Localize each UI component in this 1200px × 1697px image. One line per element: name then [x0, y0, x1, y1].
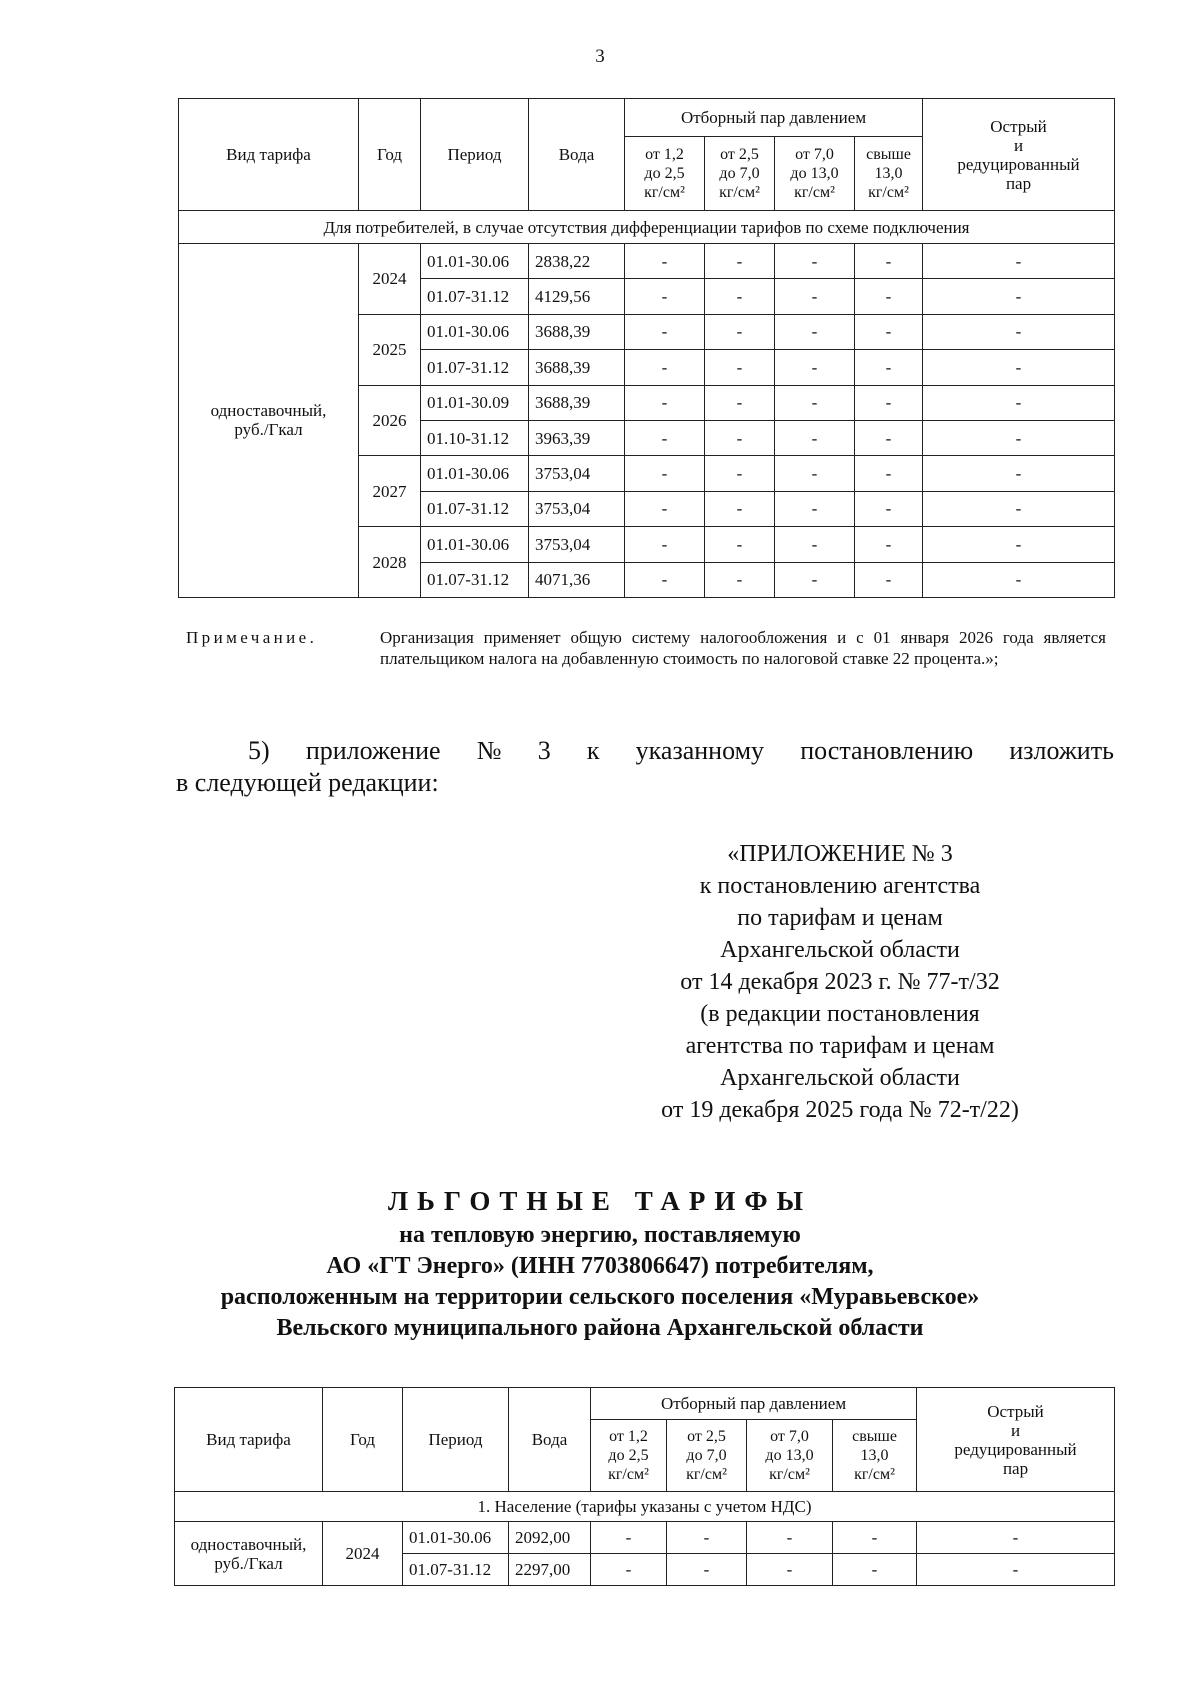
- cell-steam-4: -: [855, 527, 923, 562]
- header-steam-4: свыше 13,0 кг/см²: [855, 137, 923, 211]
- header-year: Год: [359, 99, 421, 211]
- cell-steam-3: -: [775, 491, 855, 526]
- cell-steam-2: -: [705, 314, 775, 349]
- cell-period: 01.07-31.12: [421, 279, 529, 314]
- cell-steam-2: -: [705, 562, 775, 597]
- paragraph-word: 5): [248, 736, 270, 765]
- cell-period: 01.07-31.12: [421, 350, 529, 385]
- cell-steam-1: -: [625, 562, 705, 597]
- cell-steam-2: -: [667, 1522, 747, 1554]
- cell-period: 01.01-30.06: [421, 527, 529, 562]
- cell-water: 4129,56: [529, 279, 625, 314]
- cell-steam-4: -: [855, 385, 923, 420]
- tariff-table-1: [178, 98, 1115, 598]
- header-steam-3: от 7,0 до 13,0 кг/см²: [747, 1420, 833, 1492]
- cell-water: 2092,00: [509, 1522, 591, 1554]
- cell-steam-1: -: [591, 1554, 667, 1586]
- cell-sharp-steam: -: [923, 314, 1115, 349]
- year-cell: 2024: [359, 244, 421, 315]
- cell-steam-2: -: [705, 385, 775, 420]
- cell-water: 3688,39: [529, 314, 625, 349]
- header-year: Год: [323, 1388, 403, 1492]
- appendix-line: Архангельской области: [720, 1065, 960, 1091]
- cell-steam-3: -: [775, 279, 855, 314]
- paragraph-line-1: [176, 735, 1114, 767]
- appendix-line: агентства по тарифам и ценам: [685, 1033, 995, 1059]
- cell-steam-1: -: [625, 385, 705, 420]
- instruction-paragraph: [176, 735, 1114, 799]
- cell-steam-4: -: [833, 1554, 917, 1586]
- cell-steam-4: -: [855, 562, 923, 597]
- tariff-type-cell: одноставочный, руб./Гкал: [179, 244, 359, 598]
- cell-water: 3753,04: [529, 456, 625, 491]
- cell-period: 01.01-30.06: [421, 244, 529, 279]
- appendix-line: Архангельской области: [720, 937, 960, 963]
- year-cell: 2027: [359, 456, 421, 527]
- cell-steam-1: -: [625, 456, 705, 491]
- table-row: [175, 1522, 1115, 1554]
- paragraph-word: изложить: [1009, 736, 1114, 765]
- cell-period: 01.07-31.12: [403, 1554, 509, 1586]
- header-row: [175, 1388, 1115, 1420]
- title-main: ЛЬГОТНЫЕ ТАРИФЫ: [387, 1186, 813, 1216]
- header-steam-2: от 2,5 до 7,0 кг/см²: [705, 137, 775, 211]
- cell-period: 01.01-30.09: [421, 385, 529, 420]
- cell-water: 3688,39: [529, 350, 625, 385]
- cell-steam-1: -: [625, 350, 705, 385]
- cell-sharp-steam: -: [923, 527, 1115, 562]
- cell-steam-1: -: [591, 1522, 667, 1554]
- title-line: АО «ГТ Энерго» (ИНН 7703806647) потребителям,: [326, 1253, 874, 1279]
- year-cell: 2025: [359, 314, 421, 385]
- section-title: 1. Население (тарифы указаны с учетом НДС): [175, 1492, 1115, 1522]
- cell-water: 3963,39: [529, 420, 625, 455]
- cell-sharp-steam: -: [923, 491, 1115, 526]
- document-title: [150, 1186, 1050, 1344]
- cell-steam-2: -: [705, 350, 775, 385]
- cell-steam-1: -: [625, 314, 705, 349]
- cell-steam-1: -: [625, 491, 705, 526]
- header-steam-group: Отборный пар давлением: [591, 1388, 917, 1420]
- cell-period: 01.01-30.06: [421, 314, 529, 349]
- cell-period: 01.10-31.12: [421, 420, 529, 455]
- note-text: Организация применяет общую систему налогообложения и с 01 января 2026 года является плательщиком налога на добавленную стоимость по налоговой ставке 22 процента.»;: [380, 628, 1106, 668]
- cell-steam-4: -: [855, 420, 923, 455]
- cell-steam-2: -: [705, 244, 775, 279]
- cell-steam-3: -: [775, 456, 855, 491]
- cell-steam-2: -: [705, 456, 775, 491]
- cell-steam-3: -: [747, 1522, 833, 1554]
- header-water: Вода: [529, 99, 625, 211]
- appendix-line: по тарифам и ценам: [737, 905, 943, 931]
- cell-steam-3: -: [775, 244, 855, 279]
- header-steam-2: от 2,5 до 7,0 кг/см²: [667, 1420, 747, 1492]
- header-steam-group: Отборный пар давлением: [625, 99, 923, 137]
- table-row: [179, 244, 1115, 279]
- cell-steam-3: -: [775, 420, 855, 455]
- note-label: Примечание.: [186, 628, 318, 647]
- cell-steam-3: -: [747, 1554, 833, 1586]
- cell-sharp-steam: -: [923, 420, 1115, 455]
- header-tariff-type: Вид тарифа: [179, 99, 359, 211]
- cell-sharp-steam: -: [917, 1522, 1115, 1554]
- cell-steam-1: -: [625, 279, 705, 314]
- section-row: [175, 1492, 1115, 1522]
- appendix-line: «ПРИЛОЖЕНИЕ № 3: [727, 841, 953, 867]
- header-period: Период: [421, 99, 529, 211]
- appendix-header: [620, 838, 1060, 1126]
- header-row: [179, 99, 1115, 137]
- cell-steam-1: -: [625, 244, 705, 279]
- section-title: Для потребителей, в случае отсутствия дифференциации тарифов по схеме подключения: [179, 211, 1115, 244]
- year-cell: 2024: [323, 1522, 403, 1586]
- header-sharp-steam: Острый и редуцированный пар: [917, 1388, 1115, 1492]
- page-number: 3: [595, 46, 605, 67]
- cell-steam-1: -: [625, 527, 705, 562]
- title-line: Вельского муниципального района Архангельской области: [276, 1315, 924, 1341]
- header-period: Период: [403, 1388, 509, 1492]
- cell-steam-4: -: [855, 314, 923, 349]
- cell-water: 3688,39: [529, 385, 625, 420]
- cell-sharp-steam: -: [923, 279, 1115, 314]
- cell-steam-3: -: [775, 314, 855, 349]
- cell-steam-1: -: [625, 420, 705, 455]
- cell-steam-2: -: [705, 420, 775, 455]
- year-cell: 2026: [359, 385, 421, 456]
- header-tariff-type: Вид тарифа: [175, 1388, 323, 1492]
- cell-sharp-steam: -: [923, 562, 1115, 597]
- appendix-line: (в редакции постановления: [700, 1001, 980, 1027]
- paragraph-line-2: в следующей редакции:: [176, 768, 439, 797]
- cell-steam-4: -: [855, 456, 923, 491]
- cell-steam-3: -: [775, 385, 855, 420]
- cell-sharp-steam: -: [923, 456, 1115, 491]
- cell-water: 2297,00: [509, 1554, 591, 1586]
- appendix-line: от 14 декабря 2023 г. № 77-т/32: [680, 969, 1000, 995]
- paragraph-word: указанному: [635, 736, 765, 765]
- appendix-line: от 19 декабря 2025 года № 72-т/22): [661, 1097, 1019, 1123]
- header-steam-1: от 1,2 до 2,5 кг/см²: [591, 1420, 667, 1492]
- cell-steam-4: -: [855, 350, 923, 385]
- header-steam-3: от 7,0 до 13,0 кг/см²: [775, 137, 855, 211]
- cell-steam-4: -: [833, 1522, 917, 1554]
- cell-steam-2: -: [705, 491, 775, 526]
- tariff-table-2: [174, 1387, 1115, 1586]
- cell-water: 3753,04: [529, 491, 625, 526]
- cell-water: 2838,22: [529, 244, 625, 279]
- header-water: Вода: [509, 1388, 591, 1492]
- title-line: расположенным на территории сельского поселения «Муравьевское»: [220, 1284, 980, 1310]
- cell-steam-2: -: [705, 279, 775, 314]
- section-row: [179, 211, 1115, 244]
- cell-sharp-steam: -: [917, 1554, 1115, 1586]
- cell-sharp-steam: -: [923, 244, 1115, 279]
- year-cell: 2028: [359, 527, 421, 598]
- cell-steam-3: -: [775, 527, 855, 562]
- cell-water: 4071,36: [529, 562, 625, 597]
- cell-period: 01.01-30.06: [403, 1522, 509, 1554]
- cell-steam-4: -: [855, 244, 923, 279]
- cell-period: 01.07-31.12: [421, 491, 529, 526]
- title-line: на тепловую энергию, поставляемую: [399, 1222, 801, 1248]
- header-steam-1: от 1,2 до 2,5 кг/см²: [625, 137, 705, 211]
- cell-steam-3: -: [775, 562, 855, 597]
- cell-steam-2: -: [705, 527, 775, 562]
- cell-steam-2: -: [667, 1554, 747, 1586]
- paragraph-word: №: [476, 736, 502, 765]
- paragraph-word: к: [586, 736, 600, 765]
- tariff-type-cell: одноставочный, руб./Гкал: [175, 1522, 323, 1586]
- cell-steam-4: -: [855, 279, 923, 314]
- cell-steam-3: -: [775, 350, 855, 385]
- paragraph-word: приложение: [305, 736, 441, 765]
- cell-water: 3753,04: [529, 527, 625, 562]
- cell-period: 01.07-31.12: [421, 562, 529, 597]
- cell-sharp-steam: -: [923, 350, 1115, 385]
- appendix-line: к постановлению агентства: [699, 873, 981, 899]
- header-sharp-steam: Острый и редуцированный пар: [923, 99, 1115, 211]
- cell-sharp-steam: -: [923, 385, 1115, 420]
- header-steam-4: свыше 13,0 кг/см²: [833, 1420, 917, 1492]
- paragraph-word: 3: [537, 736, 551, 765]
- cell-period: 01.01-30.06: [421, 456, 529, 491]
- paragraph-word: постановлению: [800, 736, 974, 765]
- cell-steam-4: -: [855, 491, 923, 526]
